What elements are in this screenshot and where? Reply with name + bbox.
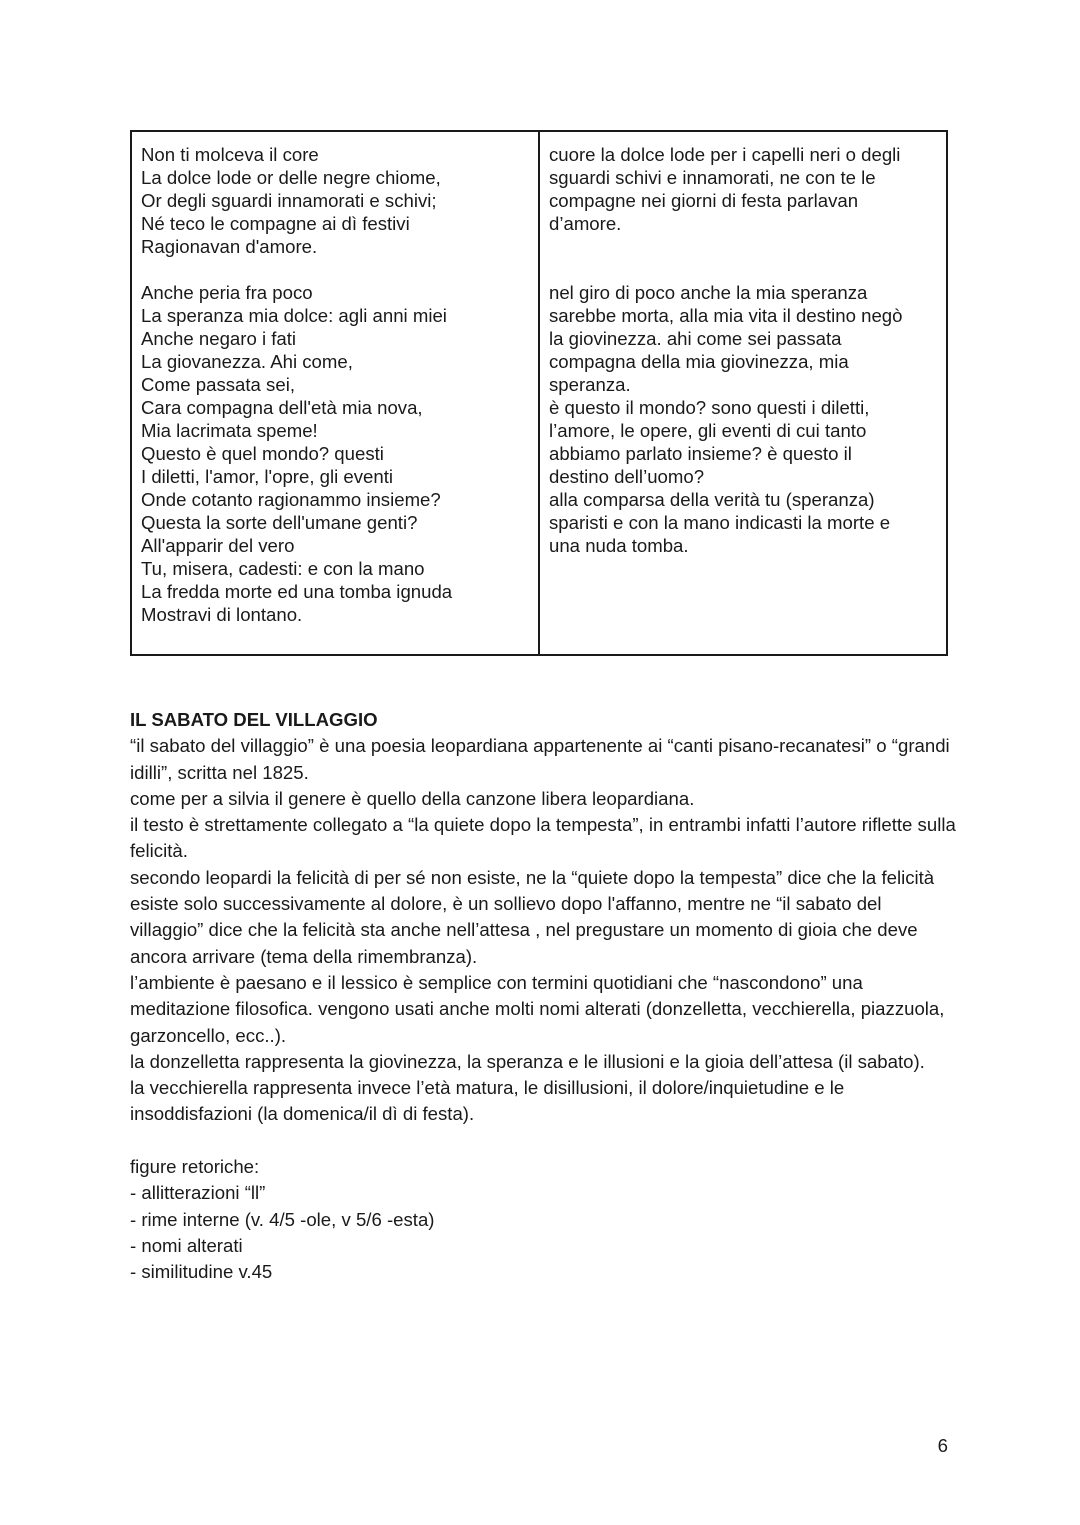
rhetorical-figures [130,1154,960,1285]
left-line: La giovanezza. Ahi come, [141,351,353,372]
section-paragraph: secondo leopardi la felicità di per sé non esiste, ne la “quiete dopo la tempesta” dice che la felicità esiste solo successivamente al dolore, è un sollievo dopo l'affanno, mentre ne “il sabato del villaggio” dice che la felicità sta anche nell’attesa , nel pregustare un momento di gioia che deve ancora arrivare (tema della rimembranza). [130,866,935,967]
right-line: nel giro di poco anche la mia speranza [549,282,868,303]
right-line: sparisti e con la mano indicasti la morte e [549,512,891,533]
left-line: Tu, misera, cadesti: e con la mano [141,558,425,579]
left-line: Onde cotanto ragionammo insieme? [141,489,441,510]
section-title: IL SABATO DEL VILLAGGIO [130,709,378,730]
figure-item: - similitudine v.45 [130,1261,273,1283]
left-line: Ragionavan d'amore. [141,236,318,257]
left-line: Né teco le compagne ai dì festivi [141,213,410,234]
section-paragraph: come per a silvia il genere è quello della canzone libera leopardiana. [130,787,695,809]
right-line: sguardi schivi e innamorati, ne con te le [549,167,876,188]
poem-translation-table [130,130,948,656]
left-line: I diletti, l'amor, l'opre, gli eventi [141,466,394,487]
left-line: La speranza mia dolce: agli anni miei [141,305,447,326]
paraphrase-column [540,132,946,654]
right-line: cuore la dolce lode per i capelli neri o degli [549,144,901,165]
right-stanza [549,281,937,557]
figures-heading: figure retoriche: [130,1156,260,1178]
figures-list [130,1180,960,1285]
right-line: alla comparsa della verità tu (speranza) [549,489,875,510]
section-paragraph: “il sabato del villaggio” è una poesia leopardiana appartenente ai “canti pisano-recanatesi” o “grandi idilli”, scritta nel 1825. [130,735,950,783]
left-line: Non ti molceva il core [141,144,319,165]
section-paragraph: il testo è strettamente collegato a “la quiete dopo la tempesta”, in entrambi infatti l’autore riflette sulla felicità. [130,814,956,862]
left-line: All'apparir del vero [141,535,295,556]
right-line: abbiamo parlato insieme? è questo il [549,443,852,464]
right-line: d’amore. [549,213,622,234]
section-paragraph: la vecchierella rappresenta invece l’età matura, le disillusioni, il dolore/inquietudine e le insoddisfazioni (la domenica/il dì di festa). [130,1077,845,1125]
right-stanza [549,143,937,235]
left-line: Cara compagna dell'età mia nova, [141,397,423,418]
right-line: sarebbe morta, alla mia vita il destino negò [549,305,903,326]
left-line: Or degli sguardi innamorati e schivi; [141,190,437,211]
left-line: Anche negaro i fati [141,328,297,349]
right-line: destino dell’uomo? [549,466,705,487]
left-stanza [141,143,529,258]
left-line: Mia lacrimata speme! [141,420,318,441]
right-line: la giovinezza. ahi come sei passata [549,328,842,349]
section-paragraph: l’ambiente è paesano e il lessico è semplice con termini quotidiani che “nascondono” una meditazione filosofica. vengono usati anche molti nomi alterati (donzelletta, vecchierella, piazzuola, garzoncello, ecc..). [130,971,945,1046]
section-paragraph: la donzelletta rappresenta la giovinezza, la speranza e le illusioni e la gioia dell’attesa (il sabato). [130,1050,925,1072]
right-line: una nuda tomba. [549,535,689,556]
figure-item: - rime interne (v. 4/5 -ole, v 5/6 -esta) [130,1208,435,1230]
figure-item: - nomi alterati [130,1234,243,1256]
sabato-section [130,707,960,1286]
left-line: Questo è quel mondo? questi [141,443,384,464]
left-line: La dolce lode or delle negre chiome, [141,167,441,188]
right-line: l’amore, le opere, gli eventi di cui tanto [549,420,867,441]
page-number: 6 [937,1435,948,1456]
left-line: La fredda morte ed una tomba ignuda [141,581,453,602]
figure-item: - allitterazioni “ll” [130,1182,266,1204]
left-line: Anche peria fra poco [141,282,313,303]
left-line: Come passata sei, [141,374,295,395]
left-line: Mostravi di lontano. [141,604,303,625]
right-line: è questo il mondo? sono questi i diletti, [549,397,870,418]
original-text-column [132,132,540,654]
right-line: speranza. [549,374,631,395]
left-stanza [141,281,529,626]
right-line: compagna della mia giovinezza, mia [549,351,849,372]
left-line: Questa la sorte dell'umane genti? [141,512,418,533]
right-line: compagne nei giorni di festa parlavan [549,190,859,211]
